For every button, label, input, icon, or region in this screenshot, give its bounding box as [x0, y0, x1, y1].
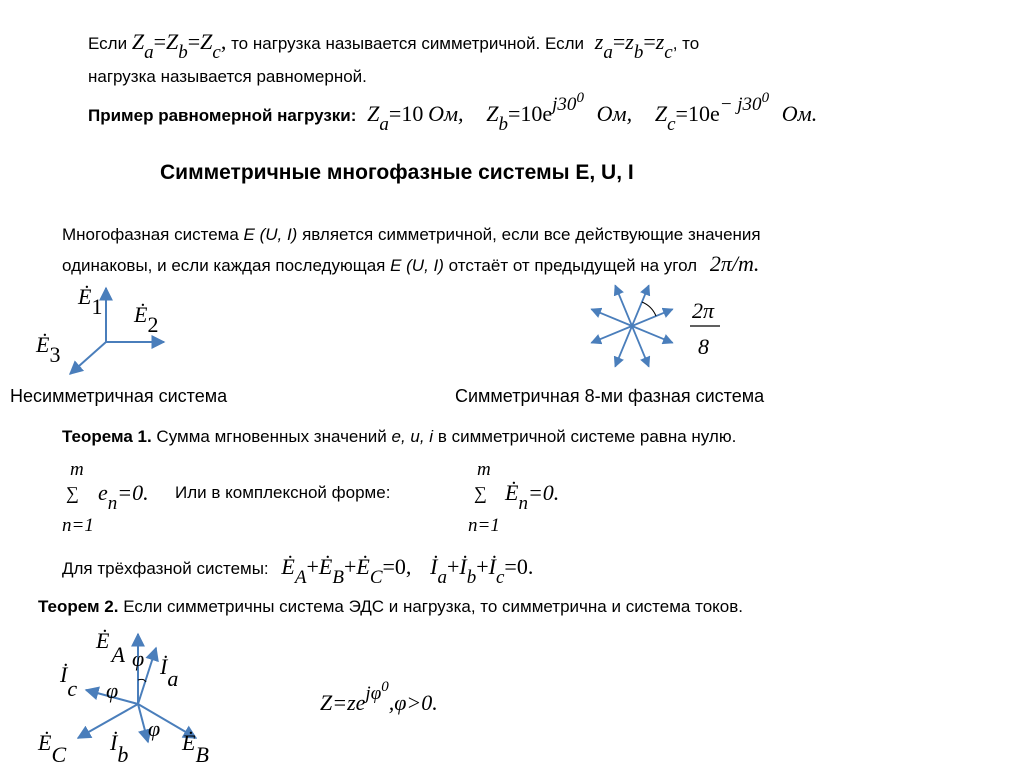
fraction-denominator: 8 [698, 334, 709, 359]
example-line: Пример равномерной нагрузки: Za=10 Ом, $Zb=10ej30^0$ Ом, $Zc=10e- j30^0$ Ом. [88, 90, 818, 135]
example-zc: Zc [654, 101, 676, 135]
text-if: Если [88, 34, 128, 53]
caption-asymmetric: Несимметричная система [10, 386, 228, 406]
formula-small-za: za [594, 29, 613, 63]
definition-line-1: Многофазная система E (U, I) является симметричной, если все действующие значения [62, 225, 761, 244]
phasor-ec-arrow [78, 704, 138, 738]
paragraph-line-2: нагрузка называется равномерной. [88, 67, 367, 86]
example-za: Za [367, 101, 389, 135]
example-zb: Zb [486, 101, 508, 135]
complex-form-label: Или в комплексной форме: [175, 483, 391, 502]
fraction-numerator: 2π [692, 298, 715, 323]
phasor-e3-arrow [70, 342, 106, 374]
theorem-2: Теорем 2. Если симметричны система ЭДС и нагрузка, то симметрична и система токов. [38, 597, 743, 616]
formula-zc: Zc [200, 29, 221, 63]
label-e1: Ė1 [78, 284, 103, 319]
formula-small-zc: zc [655, 29, 673, 63]
label-phi-low: φ [148, 716, 161, 741]
label-e3: Ė3 [36, 332, 61, 367]
example-label: Пример равномерной нагрузки: [88, 106, 357, 125]
label-ec: ĖC [38, 730, 67, 767]
label-e2: Ė2 [134, 302, 159, 337]
label-ic: İc [60, 662, 78, 701]
definition-line-2: одинаковы, и если каждая последующая E (U, I) отстаёт от предыдущей на угол 2π/m. [62, 251, 760, 276]
text-symmetric-load: то нагрузка называется симметричной. Если [231, 34, 585, 53]
label-phi-mid: φ [106, 678, 119, 703]
theorem-1: Теорема 1. Сумма мгновенных значений e, u, i в симметричной системе равна нулю. [62, 427, 737, 446]
angle-arc [642, 302, 656, 316]
impedance-formula: Z=zejφ$^0$,φ>0. [320, 679, 438, 715]
asymmetric-phasor-diagram [0, 270, 200, 380]
label-ea: ĖA [96, 628, 125, 667]
section-heading: Симметричные многофазные системы E, U, I [160, 161, 634, 184]
symmetric-8-phase-diagram [580, 280, 750, 380]
formula-za: Za [131, 29, 154, 63]
three-phase-phasor-diagram [20, 620, 260, 767]
angle-formula: 2π/m. [709, 251, 760, 276]
formula-small-zb: zb [625, 29, 644, 63]
label-eb: ĖB [182, 730, 209, 767]
label-ia: İa [160, 654, 179, 691]
caption-symmetric: Симметричная 8-ми фазная система [455, 386, 765, 406]
three-phase-line: Для трёхфазной системы: ĖA+ĖB+ĖC=0, İa+İb+İc=0. [62, 554, 534, 588]
label-ib: İb [110, 730, 129, 767]
paragraph-line-1: Если Za=Zb=Zc, то нагрузка называется симметричной. Если za=zb=zc, то [88, 29, 700, 63]
label-phi-top: φ [132, 646, 145, 671]
formula-zb: Zb [165, 29, 188, 63]
